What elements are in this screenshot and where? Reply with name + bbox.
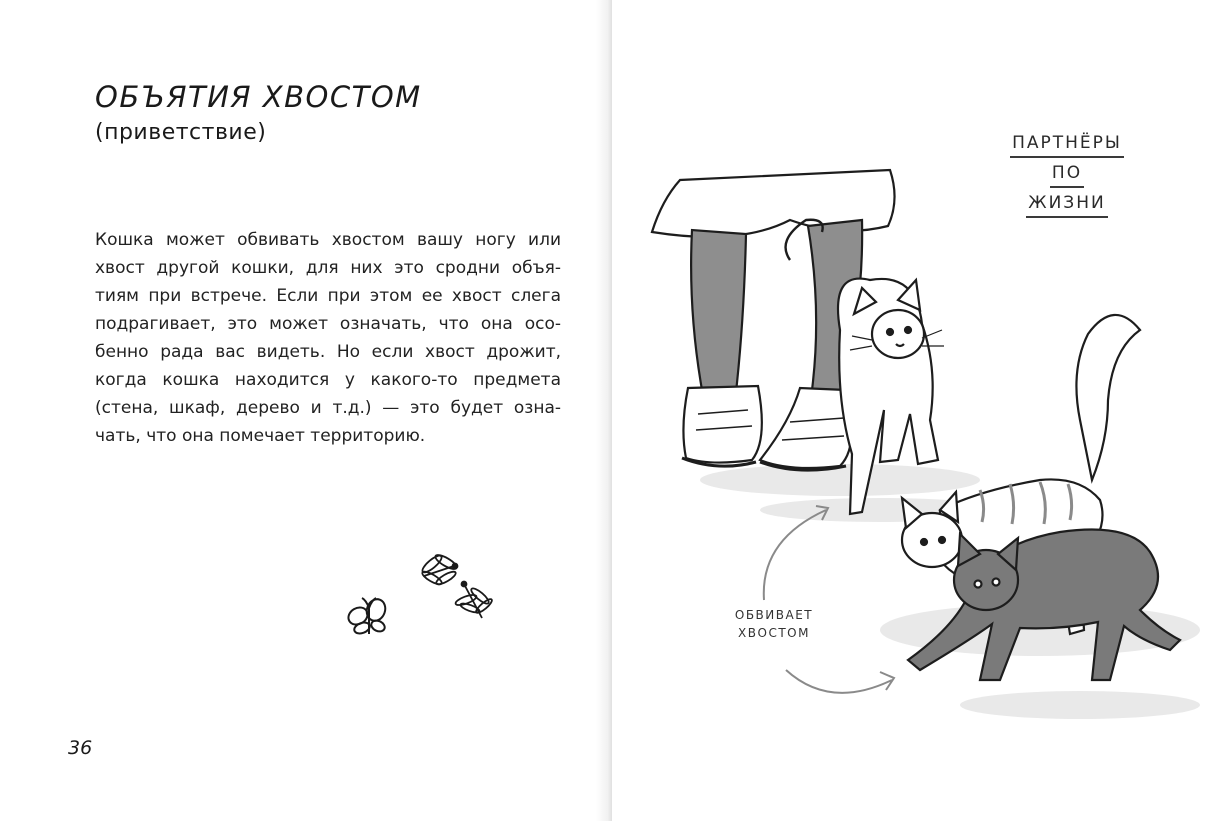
body-line: Кошка может обвивать хвостом вашу ногу или	[95, 230, 561, 250]
body-line: бенно рада вас видеть. Но если хвост дрожит,	[95, 342, 561, 362]
body-line: (стена, шкаф, дерево и т.д.) — это будет озна-	[95, 398, 561, 418]
dragonfly-icon	[420, 553, 458, 587]
butterfly-icon	[345, 597, 388, 636]
page-number: 36	[68, 737, 93, 759]
body-line: подрагивает, это может означать, что она осо-	[95, 314, 561, 334]
body-paragraph	[95, 226, 561, 450]
section-badge-line: ЖИЗНИ	[1026, 190, 1107, 218]
dragonfly-icon	[454, 582, 493, 619]
tail-wrap-arrows	[764, 506, 894, 693]
left-page	[0, 0, 612, 821]
annotation-line: ХВОСТОМ	[738, 626, 810, 640]
page-title: ОБЪЯТИЯ ХВОСТОМ	[95, 80, 422, 114]
section-badge-line: ПАРТНЁРЫ	[1010, 130, 1124, 158]
insects-doodle	[336, 548, 496, 648]
body-line: чать, что она помечает территорию.	[95, 426, 426, 446]
section-badge-line: ПО	[1050, 160, 1084, 188]
cats-illustration	[640, 160, 1200, 740]
page-subtitle: (приветствие)	[95, 120, 267, 145]
body-line: хвост другой кошки, для них это сродни объя-	[95, 258, 561, 278]
annotation-line: ОБВИВАЕТ	[734, 608, 814, 622]
annotation-label	[726, 606, 822, 642]
body-line: когда кошка находится у какого-то предмета	[95, 370, 561, 390]
body-line: тиям при встрече. Если при этом ее хвост слега	[95, 286, 561, 306]
